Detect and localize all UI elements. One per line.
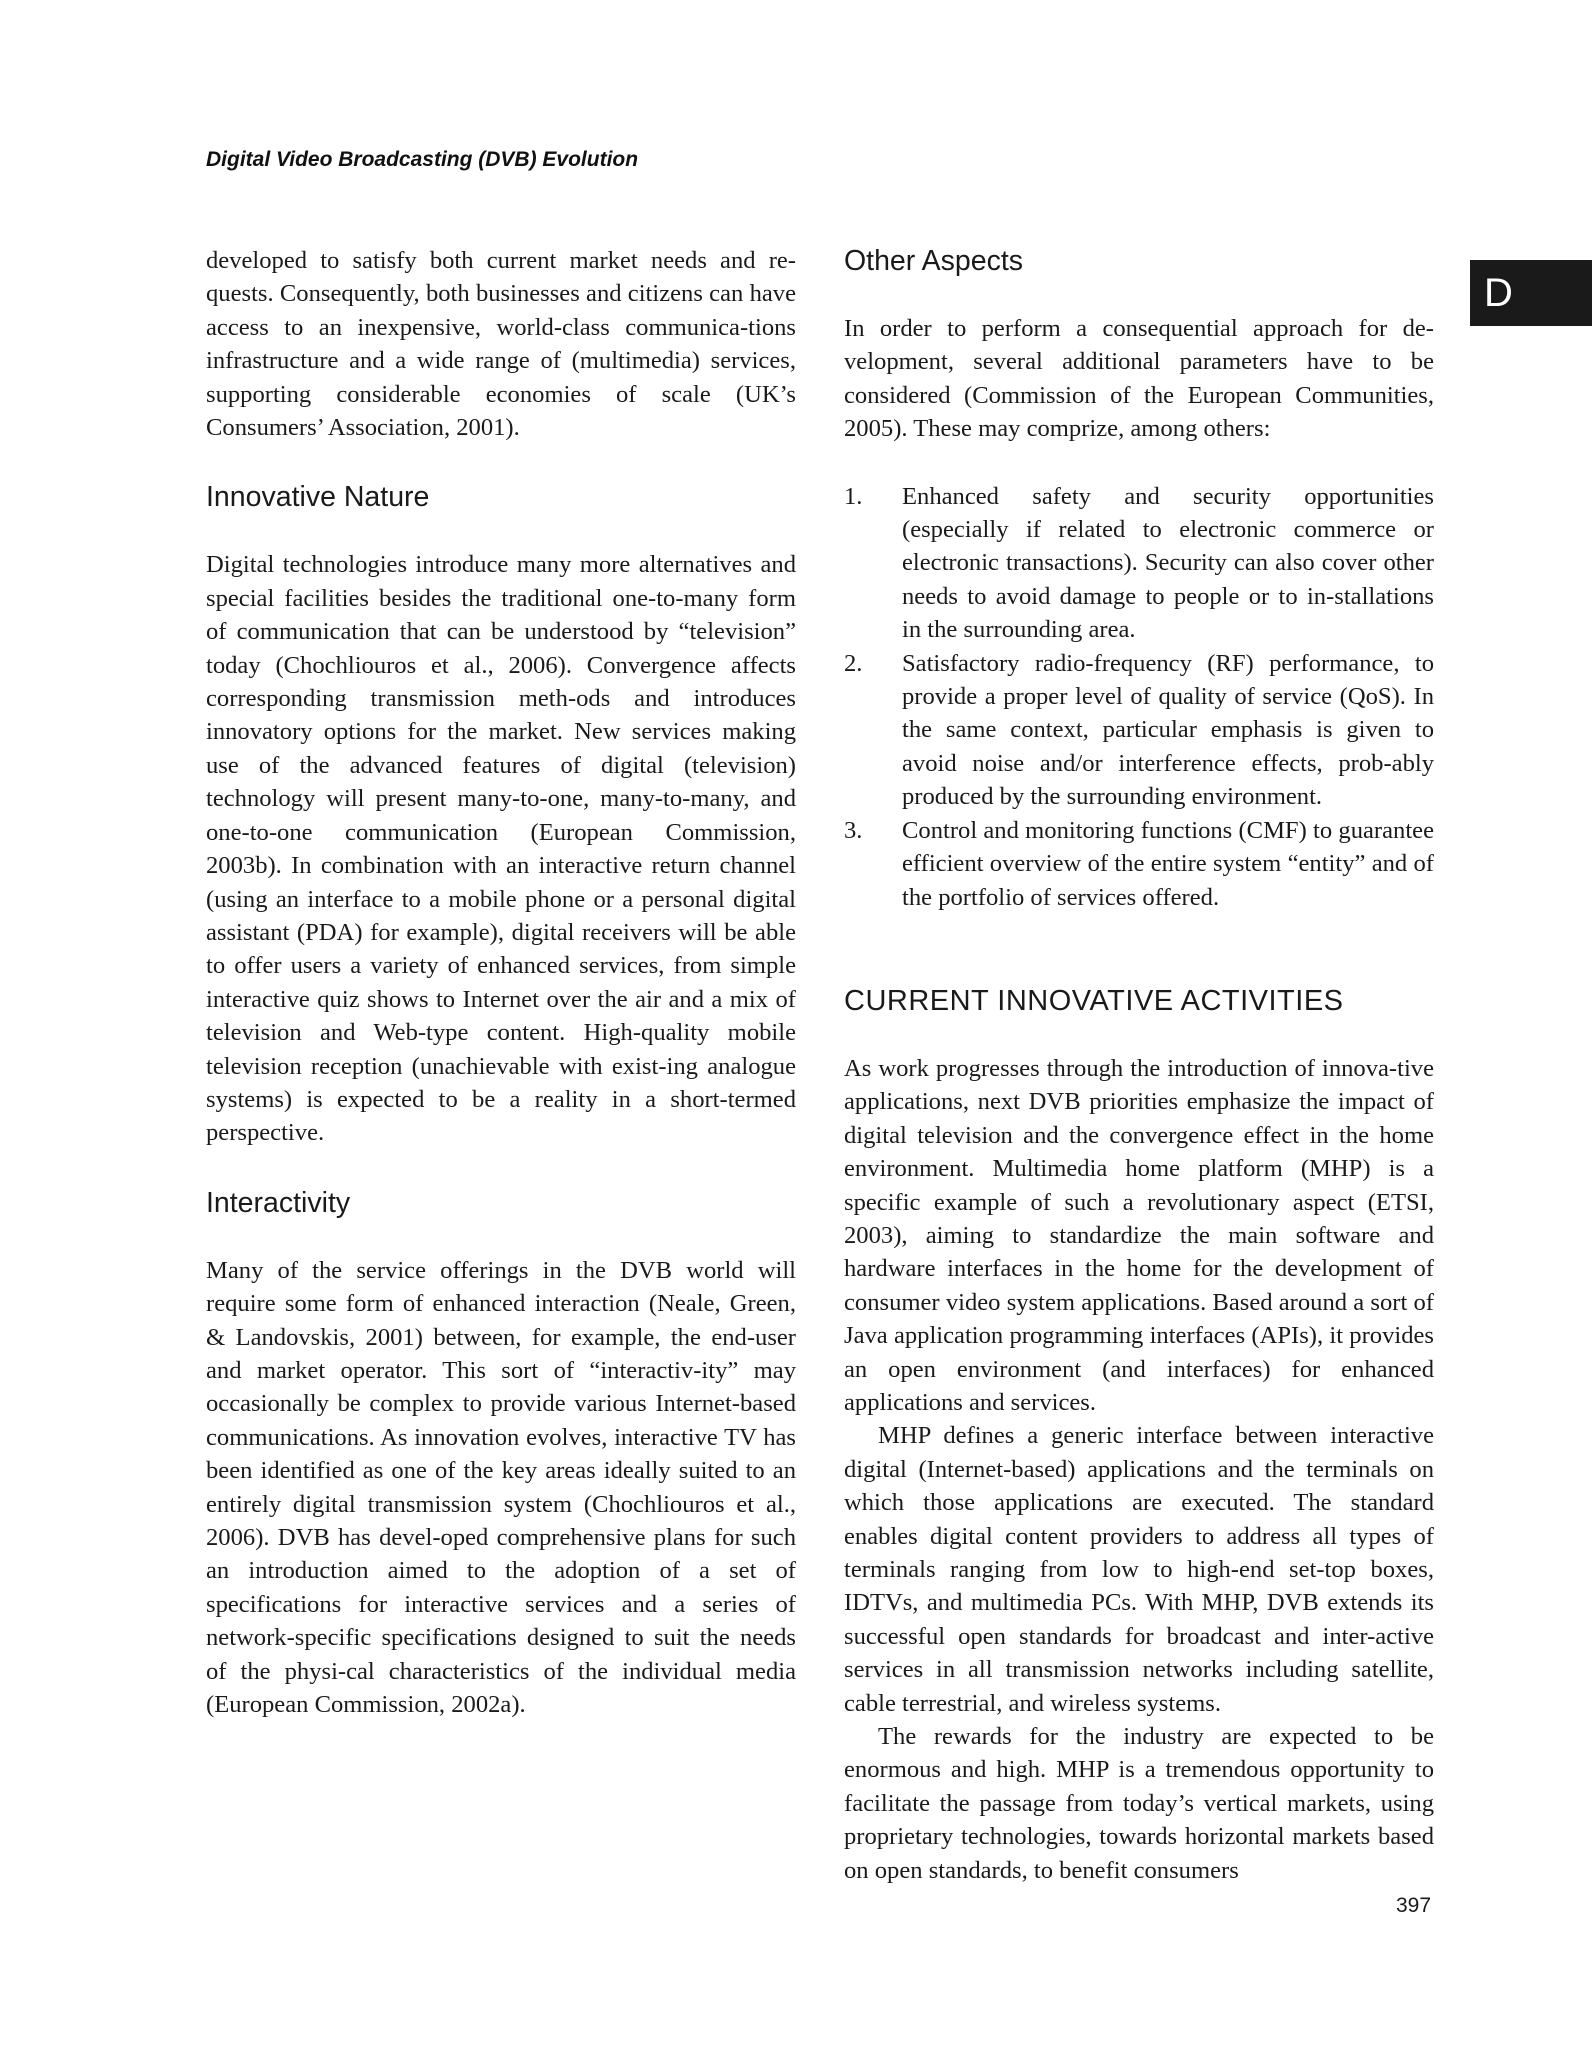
- paragraph-interactivity: Many of the service offerings in the DVB world will require some form of enhanced interaction (Neale, Green, & Landovskis, 2001) between, for example, the end-user and market operator. This sort of “interactiv-ity” may occasionally be complex to provide various Internet-based communications. As innovation evolves, interactive TV has been identified as one of the key areas ideally suited to an entirely digital transmission system (Chochliouros et al., 2006). DVB has devel-oped comprehensive plans for such an introduction aimed to the adoption of a set of specifications for interactive services and a series of network-specific specifications designed to suit the needs of the physi-cal characteristics of the individual media (European Commission, 2002a).: [206, 1256, 796, 1719]
- list-item-number: 2.: [844, 649, 863, 677]
- heading-interactivity: Interactivity: [206, 1186, 351, 1219]
- right-column: [844, 244, 1434, 1887]
- paragraph-current-activities-1: As work progresses through the introduction of innova-tive applications, next DVB priorities emphasize the impact of digital television and the convergence effect in the home environment. Multimedia home platform (MHP) is a specific example of such a revolutionary aspect (ETSI, 2003), aiming to standardize the main software and hardware interfaces in the home for the development of consumer video system applications. Based around a sort of Java application programming interfaces (APIs), it provides an open environment (and interfaces) for enhanced applications and services.: [844, 1054, 1434, 1416]
- list-item-text: Enhanced safety and security opportunities (especially if related to electronic commerce or electronic transactions). Security can also cover other needs to avoid damage to people or to in-stallations in the surrounding area.: [902, 482, 1434, 644]
- running-title: Digital Video Broadcasting (DVB) Evolution: [206, 148, 639, 171]
- heading-other-aspects: Other Aspects: [844, 245, 1024, 277]
- list-item-number: 1.: [844, 482, 863, 510]
- paragraph-current-activities-2: MHP defines a generic interface between interactive digital (Internet-based) applications and the terminals on which those applications are executed. The standard enables digital content providers to address all types of terminals ranging from low to high-end set-top boxes, IDTVs, and multimedia PCs. With MHP, DVB extends its successful open standards for broadcast and inter-active services in all transmission networks including satellite, cable terrestrial, and wireless systems.: [844, 1422, 1434, 1717]
- list-item: [844, 647, 1434, 814]
- paragraph-other-aspects-intro: In order to perform a consequential approach for de-velopment, several additional parameters have to be considered (Commission of the European Communities, 2005). These may comprize, among others:: [844, 315, 1434, 443]
- list-item-text: Control and monitoring functions (CMF) to guarantee efficient overview of the entire system “entity” and of the portfolio of services offered.: [902, 816, 1434, 911]
- heading-current-innovative-activities: CURRENT INNOVATIVE ACTIVITIES: [844, 984, 1344, 1017]
- continued-paragraph: developed to satisfy both current market needs and re-quests. Consequently, both businesses and citizens can have access to an inexpensive, world-class communica-tions infrastructure and a wide range of (multimedia) services, supporting considerable economies of scale (UK’s Consumers’ Association, 2001).: [206, 247, 796, 442]
- left-column: [206, 244, 796, 1721]
- aspects-list: [844, 480, 1434, 914]
- heading-innovative-nature: Innovative Nature: [206, 481, 430, 514]
- list-item-text: Satisfactory radio-frequency (RF) performance, to provide a proper level of quality of service (QoS). In the same context, particular emphasis is given to avoid noise and/or interference effects, prob-ably produced by the surrounding environment.: [902, 649, 1434, 811]
- list-item: [844, 480, 1434, 647]
- paragraph-innovative-nature: Digital technologies introduce many more alternatives and special facilities besides the traditional one-to-many form of communication that can be understood by “television” today (Chochliouros et al., 2006). Convergence affects corresponding transmission meth-ods and introduces innovatory options for the market. New services making use of the advanced features of digital (television) technology will present many-to-one, many-to-many, and one-to-one communication (European Commission, 2003b). In combination with an interactive return channel (using an interface to a mobile phone or a personal digital assistant (PDA) for example), digital receivers will be able to offer users a variety of enhanced services, from simple interactive quiz shows to Internet over the air and a mix of television and Web-type content. High-quality mobile television reception (unachievable with exist-ing analogue systems) is expected to be a reality in a short-termed perspective.: [206, 551, 796, 1147]
- list-item-number: 3.: [844, 816, 863, 844]
- paragraph-current-activities-3: The rewards for the industry are expected to be enormous and high. MHP is a tremendous opportunity to facilitate the passage from today’s vertical markets, using proprietary technologies, towards horizontal markets based on open standards, to benefit consumers: [844, 1723, 1434, 1884]
- page-number: 397: [1396, 1894, 1432, 1917]
- section-thumb-tab: D: [1470, 260, 1592, 326]
- list-item: [844, 814, 1434, 914]
